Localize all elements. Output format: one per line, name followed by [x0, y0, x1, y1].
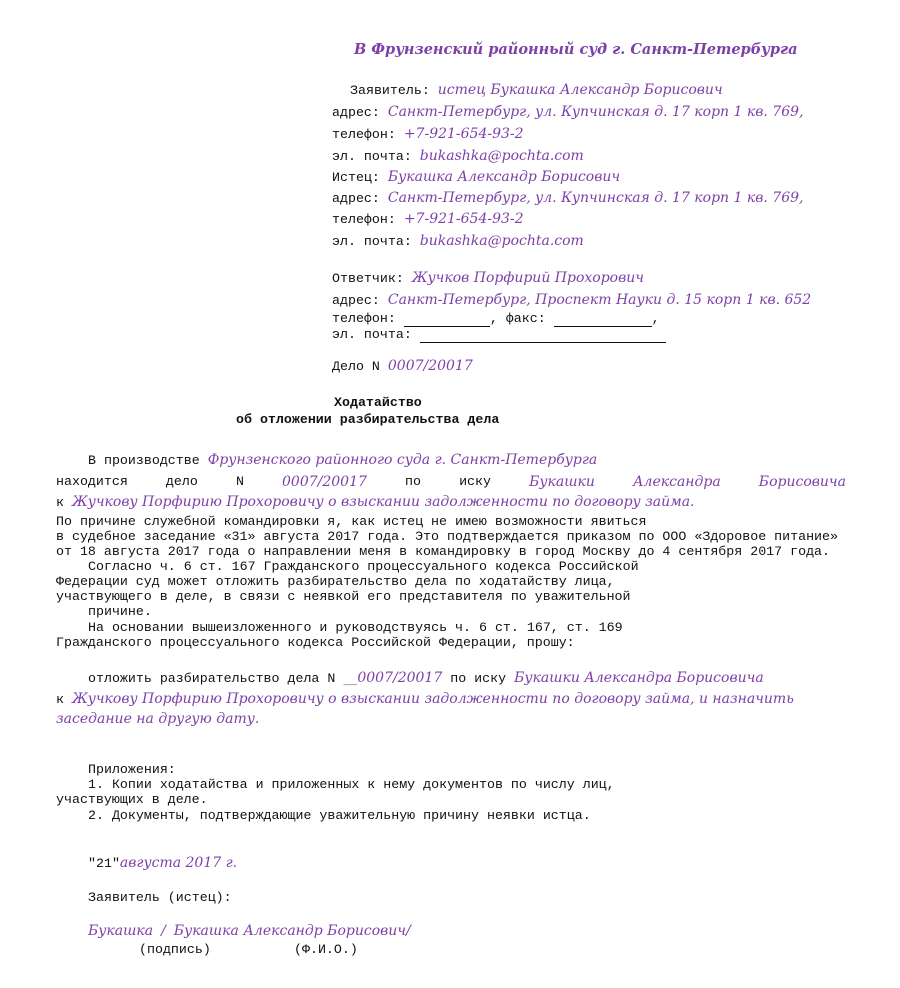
req-mid: по иску [450, 671, 507, 686]
fax-end: , [651, 311, 660, 326]
defendant-label: Ответчик: [332, 271, 404, 286]
defendant-phone-label: телефон: [332, 311, 396, 326]
req-line2-text: Жучкову Порфирию Прохоровичу о взыскании задолженности по договору займа, и назначить [71, 691, 794, 707]
phone-blank [404, 312, 490, 327]
attachments-title: Приложения: [88, 762, 176, 777]
applicant-address: Санкт-Петербург, ул. Купчинская д. 17 корп 1 кв. 769, [387, 104, 804, 120]
applicant-phone-row [332, 126, 524, 143]
p3-k: к [56, 495, 64, 510]
req-name: Букашки Александра Борисовича [514, 670, 764, 686]
p2-w2: дело [165, 474, 198, 489]
fax-label: , факс: [489, 311, 546, 326]
applicant-value: истец Букашка Александр Борисович [437, 82, 723, 98]
plaintiff-label: Истец: [332, 170, 380, 185]
defendant-address-row [332, 292, 811, 309]
attachment-2: 2. Документы, подтверждающие уважительную причину неявки истца. [88, 808, 591, 823]
p6-line2: Гражданского процессуального кодекса Российской Федерации, прошу: [56, 635, 575, 650]
defendant-value: Жучков Порфирий Прохорович [411, 270, 644, 286]
plaintiff-phone-row [332, 211, 524, 228]
plaintiff-phone-label: телефон: [332, 212, 396, 227]
p1-start: В производстве [88, 453, 200, 468]
req-start: отложить разбирательство дела N [88, 671, 336, 686]
p5-line2: Федерации суд может отложить разбирательство дела по ходатайству лица, [56, 574, 615, 589]
plaintiff-email-row [332, 233, 584, 250]
p2 [56, 474, 846, 490]
signature-label: Заявитель (истец): [88, 890, 232, 905]
signature-fio: Букашка Александр Борисович/ [173, 923, 411, 939]
plaintiff-value: Букашка Александр Борисович [387, 169, 621, 185]
signature-row [88, 923, 411, 940]
plaintiff-address-row [332, 190, 803, 207]
caption-sign: (подпись) [139, 942, 211, 957]
request-line2 [56, 691, 794, 708]
case-label: Дело N [332, 359, 380, 374]
request-line1 [88, 670, 764, 687]
p5-line1: Согласно ч. 6 ст. 167 Гражданского процессуального кодекса Российской [88, 559, 639, 574]
date-row [88, 855, 237, 872]
p2-number: 0007/20017 [282, 474, 367, 490]
doc-title: Ходатайство [334, 395, 422, 410]
request-line3: заседание на другую дату. [56, 711, 260, 727]
case-number: 0007/20017 [387, 358, 473, 374]
p5-line3: участвующего в деле, в связи с неявкой его представителя по уважительной [56, 589, 631, 604]
signature-slash: / [161, 923, 166, 939]
attachment-1a: 1. Копии ходатайства и приложенных к нему документов по числу лиц, [88, 777, 615, 792]
p2-mid: по [405, 474, 421, 489]
applicant-email-label: эл. почта: [332, 149, 412, 164]
p6-line1: На основании вышеизложенного и руководствуясь ч. 6 ст. 167, ст. 169 [88, 620, 623, 635]
applicant-label: Заявитель: [350, 83, 430, 98]
plaintiff-address-label: адрес: [332, 191, 380, 206]
defendant-address-label: адрес: [332, 293, 380, 308]
defendant-email-label: эл. почта: [332, 327, 412, 342]
p2-w3: N [235, 474, 244, 489]
p3-text: Жучкову Порфирию Прохоровичу о взыскании задолженности по договору займа. [71, 494, 695, 510]
applicant-email: bukashka@pochta.com [419, 148, 584, 164]
p2-name1: Букашки [529, 474, 595, 490]
doc-subtitle: об отложении разбирательства дела [236, 412, 500, 427]
plaintiff-email: bukashka@pochta.com [419, 233, 584, 249]
caption-fio: (Ф.И.О.) [294, 942, 358, 957]
p2-w1: находится [56, 474, 128, 489]
plaintiff-address: Санкт-Петербург, ул. Купчинская д. 17 корп 1 кв. 769, [387, 190, 804, 206]
p1-court: Фрунзенского районного суда г. Санкт-Петербурга [207, 452, 598, 468]
p4-line2: в судебное заседание «31» августа 2017 года. Это подтверждается приказом по ООО «Здоровое питание» [56, 529, 838, 544]
defendant-row [332, 270, 644, 287]
defendant-email-row [332, 327, 666, 343]
attachment-1b: участвующих в деле. [56, 792, 208, 807]
court-header: В Фрунзенский районный суд г. Санкт-Петербурга [354, 41, 798, 58]
p3 [56, 494, 695, 511]
applicant-row [350, 82, 723, 99]
p4-line1: По причине служебной командировки я, как истец не имею возможности явиться [56, 514, 647, 529]
defendant-address: Санкт-Петербург, Проспект Науки д. 15 корп 1 кв. 652 [387, 292, 812, 308]
email-blank [420, 328, 666, 343]
case-row [332, 358, 473, 375]
date-rest: августа 2017 г. [119, 855, 238, 871]
p2-name3: Борисовича [758, 474, 846, 490]
applicant-phone: +7-921-654-93-2 [403, 126, 524, 142]
p1 [88, 452, 597, 469]
plaintiff-phone: +7-921-654-93-2 [403, 211, 524, 227]
req-number: __0007/20017 [343, 670, 443, 686]
plaintiff-email-label: эл. почта: [332, 234, 412, 249]
applicant-email-row [332, 148, 584, 165]
p4-line3: от 18 августа 2017 года о направлении меня в командировку в город Москву до 4 сентября 2017 года. [56, 544, 831, 559]
p5-line4: причине. [88, 604, 152, 619]
defendant-phone-row [332, 311, 660, 327]
plaintiff-row [332, 169, 620, 186]
applicant-address-row [332, 104, 803, 121]
p2-suit: иску [459, 474, 491, 489]
req-k: к [56, 692, 64, 707]
p2-name2: Александра [632, 474, 721, 490]
date-day: "21" [88, 856, 120, 871]
fax-blank [554, 312, 652, 327]
applicant-phone-label: телефон: [332, 127, 396, 142]
signature-sign: Букашка [88, 923, 154, 939]
applicant-address-label: адрес: [332, 105, 380, 120]
